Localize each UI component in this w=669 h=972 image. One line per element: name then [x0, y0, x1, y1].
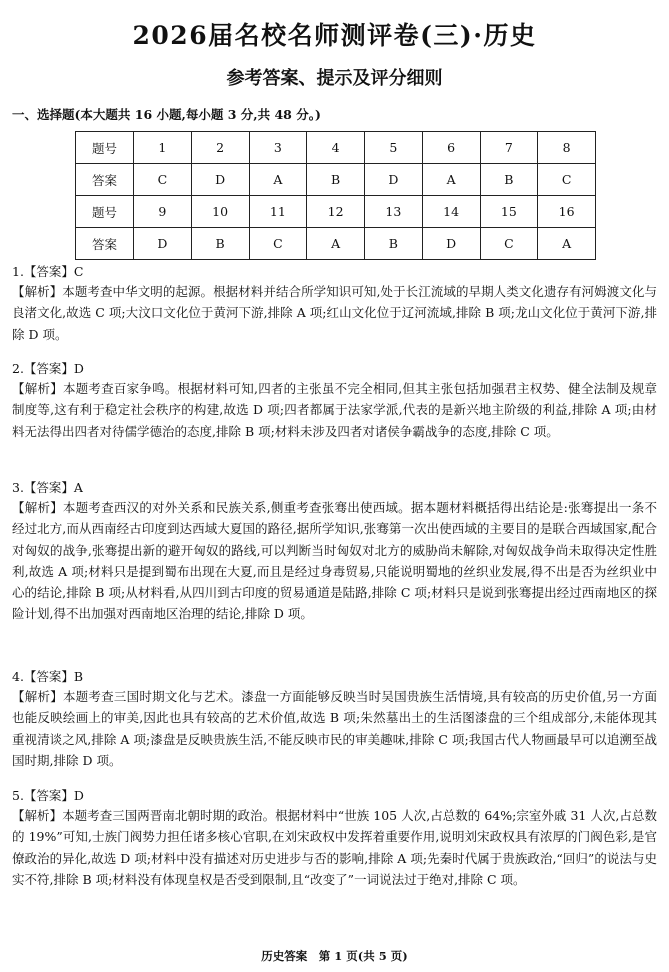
row-label-answer: 答案 — [76, 228, 134, 260]
explanation-text: 【解析】本题考查三国时期文化与艺术。漆盘一方面能够反映当时吴国贵族生活情境,具有较高的历史价值,另一方面也能反映绘画上的审美,因此也具有较高的艺术价值,故选 B 项;朱然墓出土的生活图漆盘的三个组成部分,未能体现其重视清谈之风,排除 A 项;漆盘是反映贵族生活,不能反映市民的审美趣味,排除 C 项;我国古代人物画最早可以追溯至战国时期,排除 D 项。 — [12, 689, 657, 768]
page-footer: 历史答案 第 1 页(共 5 页) — [261, 949, 408, 963]
question-3 — [12, 478, 657, 625]
table-cell: 15 — [480, 196, 538, 228]
table-cell: B — [307, 164, 365, 196]
table-cell: C — [480, 228, 538, 260]
answer-table — [75, 131, 596, 260]
table-cell: 4 — [307, 132, 365, 164]
table-cell: D — [134, 228, 192, 260]
table-cell: B — [480, 164, 538, 196]
section-heading: 一、选择题(本大题共 16 小题,每小题 3 分,共 48 分。) — [12, 107, 321, 122]
answer-line: 5.【答案】D — [12, 788, 84, 803]
table-cell: 13 — [365, 196, 423, 228]
table-cell: 9 — [134, 196, 192, 228]
table-cell: A — [422, 164, 480, 196]
question-4 — [12, 667, 657, 771]
table-row — [76, 164, 596, 196]
row-label-question: 题号 — [76, 196, 134, 228]
table-row — [76, 228, 596, 260]
table-cell: 14 — [422, 196, 480, 228]
table-cell: A — [307, 228, 365, 260]
question-2 — [12, 359, 657, 442]
table-cell: 5 — [365, 132, 423, 164]
table-cell: A — [249, 164, 307, 196]
table-row — [76, 132, 596, 164]
answer-line: 4.【答案】B — [12, 669, 84, 684]
table-cell: D — [422, 228, 480, 260]
table-cell: A — [538, 228, 596, 260]
table-cell: B — [191, 228, 249, 260]
explanation-text: 【解析】本题考查三国两晋南北朝时期的政治。根据材料中“世族 105 人次,占总数的 64%;宗室外戚 31 人次,占总数的 19%”可知,士族门阀势力担任诸多核心官职,在刘宋政权中发挥着重要作用,说明刘宋政权具有浓厚的门阀色彩,是官僚政治的异化,故选 D 项;材料中没有描述对历史进步与否的影响,排除 A 项;先秦时代属于贵族政治,“回归”的说法与史实不符,排除 B 项;材料没有体现皇权是否受到限制,且“改变了”一词说法过于绝对,排除 C 项。 — [12, 808, 657, 887]
page-subtitle: 参考答案、提示及评分细则 — [226, 68, 443, 89]
explanation-text: 【解析】本题考查西汉的对外关系和民族关系,侧重考查张骞出使西域。据本题材料概括得出结论是:张骞提出一条不经过北方,而从西南经古印度到达西域大夏国的路径,据所学知识,张骞第一次出使西域的主要目的是联合西域国家,配合对匈奴的战争,张骞提出新的避开匈奴的路线,可以判断当时匈奴对北方的威胁尚未解除,对匈奴战争尚未取得决定性胜利,故选 A 项;材料只是提到蜀布出现在大夏,而且是经过身毒贸易,只能说明蜀地的丝织业发展,得不出是否为丝织业中心的结论,排除 B 项;从材料看,从四川到古印度的贸易通道是陆路,排除 C 项;材料只是说到张骞提出经过西南地区的探险计划,得不出加强对西南地区治理的结论,排除 D 项。 — [12, 500, 657, 622]
answer-line: 1.【答案】C — [12, 264, 84, 279]
table-cell: 3 — [249, 132, 307, 164]
row-label-answer: 答案 — [76, 164, 134, 196]
table-cell: 8 — [538, 132, 596, 164]
table-cell: 12 — [307, 196, 365, 228]
table-cell: B — [365, 228, 423, 260]
table-cell: C — [538, 164, 596, 196]
table-cell: 11 — [249, 196, 307, 228]
question-1 — [12, 262, 657, 345]
table-cell: 2 — [191, 132, 249, 164]
explanation-text: 【解析】本题考查中华文明的起源。根据材料并结合所学知识可知,处于长江流域的早期人类文化遗存有河姆渡文化与良渚文化,故选 C 项;大汶口文化位于黄河下游,排除 A 项;红山文化位于辽河流域,排除 B 项;龙山文化位于黄河下游,排除 D 项。 — [12, 284, 657, 342]
table-cell: 6 — [422, 132, 480, 164]
table-cell: 7 — [480, 132, 538, 164]
table-cell: 1 — [134, 132, 192, 164]
question-5 — [12, 786, 657, 890]
table-cell: D — [191, 164, 249, 196]
explanation-text: 【解析】本题考查百家争鸣。根据材料可知,四者的主张虽不完全相同,但其主张包括加强君主权势、健全法制及规章制度等,这有利于稳定社会秩序的构建,故选 D 项;四者都属于法家学派,代表的是新兴地主阶级的利益,排除 A 项;由材料无法得出四者对待儒学德治的态度,排除 B 项;材料未涉及四者对诸侯争霸战争的态度,排除 C 项。 — [12, 381, 657, 439]
answer-line: 3.【答案】A — [12, 480, 83, 495]
answer-line: 2.【答案】D — [12, 361, 84, 376]
table-cell: D — [365, 164, 423, 196]
page-title: 2026届名校名师测评卷(三)·历史 — [132, 21, 537, 50]
table-cell: 16 — [538, 196, 596, 228]
table-cell: C — [249, 228, 307, 260]
table-cell: C — [134, 164, 192, 196]
table-cell: 10 — [191, 196, 249, 228]
row-label-question: 题号 — [76, 132, 134, 164]
table-row — [76, 196, 596, 228]
